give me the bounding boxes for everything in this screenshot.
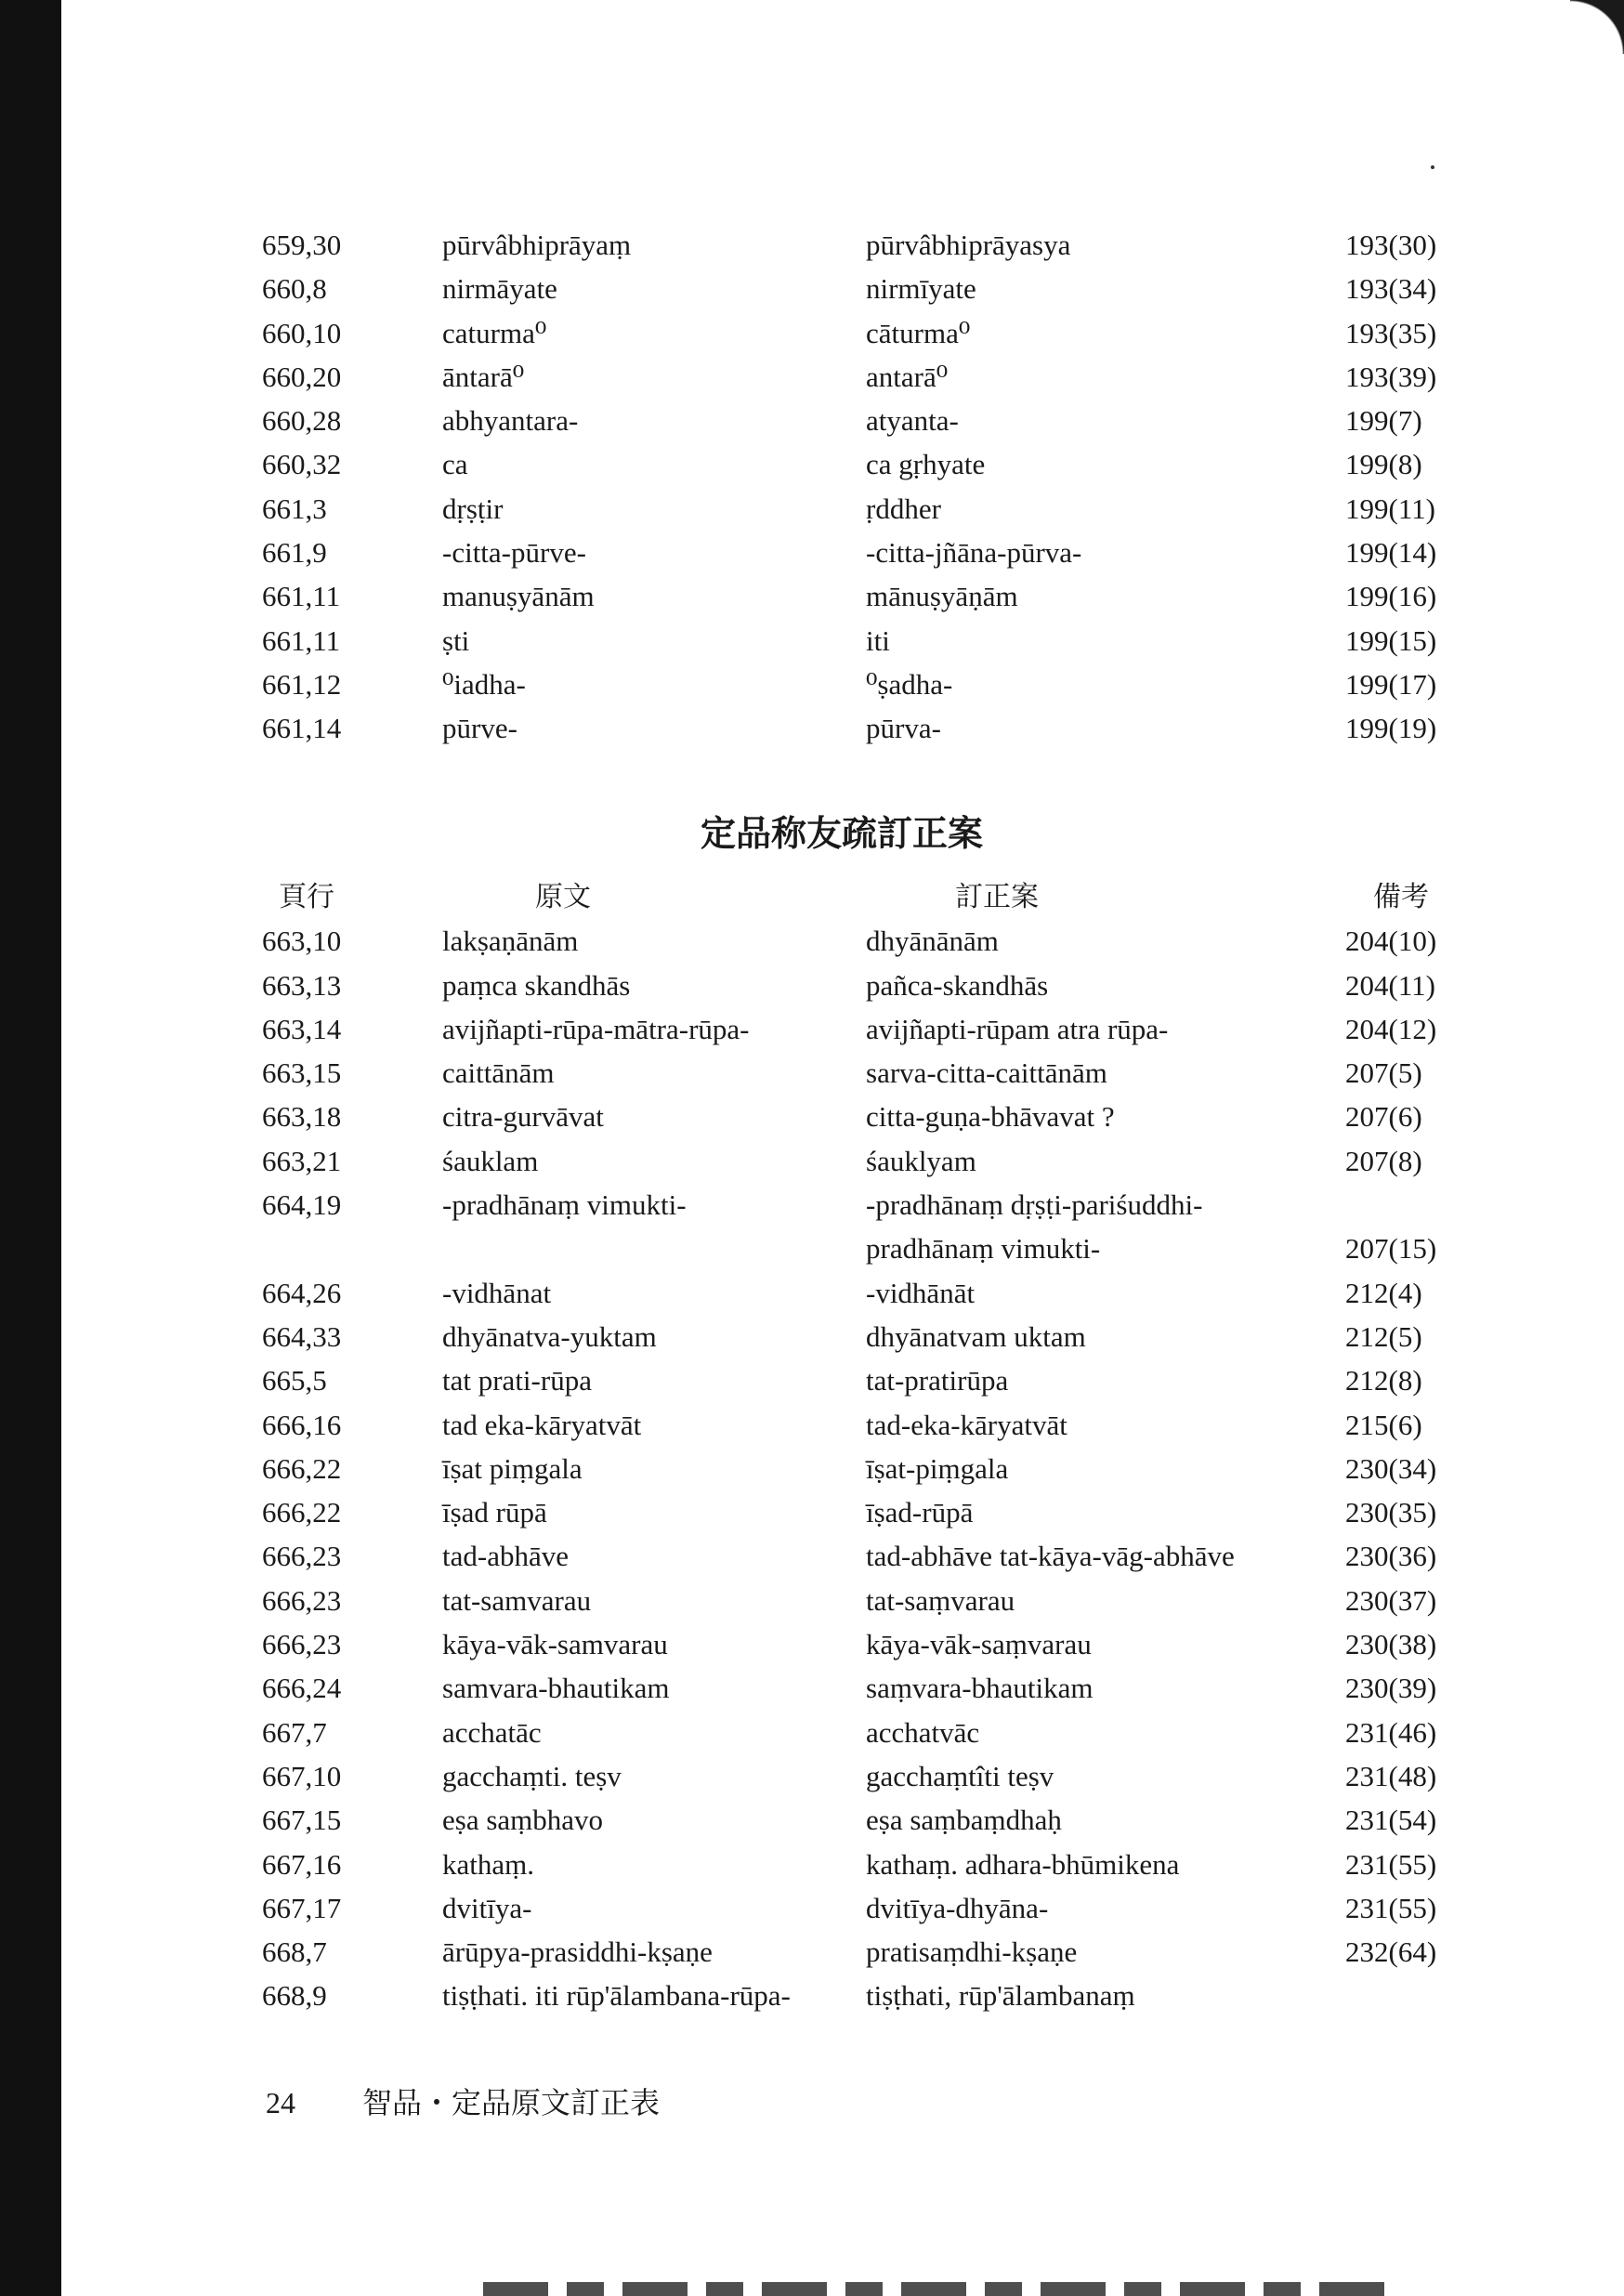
original-text: -vidhānat (442, 1276, 552, 1309)
corrected-text: tat-pratirūpa (866, 1364, 1009, 1397)
table-row (0, 1358, 1624, 1402)
original-text: āntarā⁰ (442, 360, 525, 393)
note-ref: 204(10) (1345, 925, 1437, 958)
original-text: tiṣṭhati. iti rūp'ālambana-rūpa- (442, 1979, 791, 2013)
table-row (0, 1886, 1624, 1930)
table-row (0, 574, 1624, 618)
line-ref: 660,28 (262, 404, 342, 438)
note-ref: 230(34) (1345, 1451, 1437, 1485)
note-ref: 199(8) (1345, 448, 1422, 481)
corrected-text: kāya-vāk-saṃvarau (866, 1628, 1092, 1661)
table-row (0, 706, 1624, 750)
table-row (0, 1490, 1624, 1534)
table-row (0, 1051, 1624, 1095)
note-ref: 207(5) (1345, 1056, 1422, 1090)
note-ref: 215(6) (1345, 1408, 1422, 1441)
line-ref: 660,8 (262, 272, 327, 306)
original-text: tat-samvarau (442, 1583, 592, 1617)
original-text: -pradhānaṃ vimukti- (442, 1188, 687, 1222)
table-row (0, 1271, 1624, 1315)
line-ref: 663,13 (262, 968, 342, 1002)
correction-table (0, 875, 1624, 2018)
note-ref: 199(19) (1345, 712, 1437, 745)
table-row (0, 1711, 1624, 1754)
header-original: 原文 (535, 881, 591, 913)
line-ref: 664,19 (262, 1188, 342, 1222)
corrected-text: dhyānānām (866, 925, 999, 958)
corrected-text: avijñapti-rūpam atra rūpa- (866, 1012, 1169, 1045)
table-row (0, 1843, 1624, 1886)
original-text: kāya-vāk-samvarau (442, 1628, 668, 1661)
table-row (0, 1095, 1624, 1138)
corrected-text: gacchaṃtîti teṣv (866, 1759, 1054, 1792)
original-text: śauklam (442, 1144, 539, 1177)
corrected-text: pañca-skandhās (866, 968, 1049, 1002)
line-ref: 666,23 (262, 1583, 342, 1617)
table-row (0, 442, 1624, 486)
corrected-text: citta-guṇa-bhāvavat ? (866, 1100, 1115, 1134)
table-row (0, 1007, 1624, 1051)
table-row (0, 1403, 1624, 1447)
table-header (0, 875, 1624, 919)
line-ref: 667,17 (262, 1891, 342, 1924)
original-text: gacchaṃti. teṣv (442, 1759, 622, 1792)
note-ref: 232(64) (1345, 1935, 1437, 1969)
original-text: abhyantara- (442, 404, 579, 438)
original-text: nirmāyate (442, 272, 557, 306)
note-ref: 207(8) (1345, 1144, 1422, 1177)
original-text: -citta-pūrve- (442, 536, 586, 570)
original-text: acchatāc (442, 1715, 542, 1749)
header-line: 頁行 (279, 881, 334, 913)
note-ref: 212(5) (1345, 1319, 1422, 1353)
table-row (0, 619, 1624, 663)
original-text: paṃca skandhās (442, 968, 631, 1002)
original-text: īṣat piṃgala (442, 1451, 583, 1485)
line-ref: 668,9 (262, 1979, 327, 2013)
line-ref: 661,11 (262, 623, 341, 657)
corrected-text: ca gṛhyate (866, 448, 986, 481)
original-text: tad-abhāve (442, 1540, 569, 1573)
corrected-text: eṣa saṃbaṃdhaḥ (866, 1804, 1062, 1837)
table-row (0, 267, 1624, 310)
page-footer (266, 2080, 660, 2126)
note-ref: 199(15) (1345, 623, 1437, 657)
original-text: tat prati-rūpa (442, 1364, 592, 1397)
corrected-text: cāturma⁰ (866, 316, 971, 349)
note-ref: 212(4) (1345, 1276, 1422, 1309)
footer-title: 智品・定品原文訂正表 (362, 2085, 661, 2120)
original-text: ṣti (442, 623, 470, 657)
note-ref: 231(55) (1345, 1891, 1437, 1924)
original-text: caturma⁰ (442, 316, 547, 349)
corrected-text: -citta-jñāna-pūrva- (866, 536, 1082, 570)
original-text: pūrvâbhiprāyaṃ (442, 229, 632, 261)
table-row (0, 1534, 1624, 1578)
line-ref: 661,12 (262, 667, 342, 701)
line-ref: 668,7 (262, 1935, 327, 1969)
note-ref: 230(39) (1345, 1672, 1437, 1705)
corrected-text: mānuṣyāṇām (866, 580, 1018, 613)
table-row (0, 1579, 1624, 1622)
original-text: pūrve- (442, 712, 517, 745)
table-row (0, 355, 1624, 399)
note-ref: 231(48) (1345, 1759, 1437, 1792)
table-row (0, 1622, 1624, 1666)
original-text: īṣad rūpā (442, 1496, 547, 1529)
corrected-text: acchatvāc (866, 1715, 980, 1749)
corrected-text: īṣat-piṃgala (866, 1451, 1009, 1485)
corrected-text: pūrvâbhiprāyasya (866, 229, 1071, 261)
line-ref: 664,33 (262, 1319, 342, 1353)
original-text: ca (442, 448, 468, 481)
table-row (0, 1974, 1624, 2017)
original-text: dṛṣṭir (442, 492, 504, 525)
note-ref: 230(37) (1345, 1583, 1437, 1617)
line-ref: 666,23 (262, 1540, 342, 1573)
note-ref: 204(11) (1345, 968, 1435, 1002)
table-row (0, 311, 1624, 355)
original-text: ārūpya-prasiddhi-kṣaṇe (442, 1935, 713, 1969)
correction-table-continued (0, 223, 1624, 751)
corrected-text: antarā⁰ (866, 360, 949, 393)
note-ref: 193(35) (1345, 316, 1437, 349)
corrected-text: -vidhānāt (866, 1276, 976, 1309)
note-ref: 199(17) (1345, 667, 1437, 701)
section-title: 定品称友疏訂正案 (700, 813, 983, 854)
corrected-text: dvitīya-dhyāna- (866, 1891, 1049, 1924)
original-text: kathaṃ. (442, 1847, 534, 1881)
corrected-text: tad-abhāve tat-kāya-vāg-abhāve (866, 1540, 1235, 1573)
dust-speck (1431, 165, 1434, 169)
line-ref: 661,14 (262, 712, 342, 745)
note-ref: 199(14) (1345, 536, 1437, 570)
table-row (0, 1447, 1624, 1490)
line-ref: 663,21 (262, 1144, 342, 1177)
table-row (0, 663, 1624, 706)
header-note: 備考 (1373, 881, 1429, 913)
note-ref: 230(38) (1345, 1628, 1437, 1661)
line-ref: 667,10 (262, 1759, 342, 1792)
line-ref: 665,5 (262, 1364, 327, 1397)
line-ref: 666,23 (262, 1628, 342, 1661)
original-text: manuṣyānām (442, 580, 595, 613)
line-ref: 661,9 (262, 536, 327, 570)
note-ref: 199(7) (1345, 404, 1422, 438)
corrected-text: iti (866, 623, 890, 657)
corrected-text: tiṣṭhati, rūp'ālambanaṃ (866, 1979, 1135, 2013)
corrected-text: atyanta- (866, 404, 959, 438)
original-text: avijñapti-rūpa-mātra-rūpa- (442, 1012, 750, 1045)
note-ref: 231(46) (1345, 1715, 1437, 1749)
note-ref: 207(15) (1345, 1232, 1437, 1266)
line-ref: 663,10 (262, 925, 342, 958)
table-row (0, 1227, 1624, 1270)
line-ref: 667,16 (262, 1847, 342, 1881)
note-ref: 193(39) (1345, 360, 1437, 393)
table-row (0, 1183, 1624, 1227)
corrected-text: ⁰ṣadha- (866, 667, 953, 701)
corrected-text: pūrva- (866, 712, 941, 745)
corrected-text: saṃvara-bhautikam (866, 1672, 1094, 1705)
table-row (0, 1315, 1624, 1358)
line-ref: 660,10 (262, 316, 342, 349)
table-row (0, 531, 1624, 574)
original-text: tad eka-kāryatvāt (442, 1408, 642, 1441)
note-ref: 199(16) (1345, 580, 1437, 613)
line-ref: 661,3 (262, 492, 327, 525)
corrected-text: kathaṃ. adhara-bhūmikena (866, 1847, 1180, 1881)
note-ref: 212(8) (1345, 1364, 1422, 1397)
original-text: dvitīya- (442, 1891, 532, 1924)
corrected-text: īṣad-rūpā (866, 1496, 974, 1529)
corrected-text: -pradhānaṃ dṛṣṭi-pariśuddhi- (866, 1188, 1203, 1222)
table-row (0, 1754, 1624, 1798)
original-text: lakṣaṇānām (442, 925, 579, 958)
table-row (0, 1666, 1624, 1710)
line-ref: 661,11 (262, 580, 341, 613)
line-ref: 663,14 (262, 1012, 342, 1045)
line-ref: 667,7 (262, 1715, 327, 1749)
note-ref: 230(35) (1345, 1496, 1437, 1529)
table-row (0, 1930, 1624, 1974)
corrected-text: tad-eka-kāryatvāt (866, 1408, 1067, 1441)
header-correction: 訂正案 (955, 881, 1039, 913)
table-row (0, 1139, 1624, 1183)
note-ref: 204(12) (1345, 1012, 1437, 1045)
table-row (0, 919, 1624, 963)
table-row (0, 399, 1624, 442)
corrected-text: pradhānaṃ vimukti- (866, 1232, 1101, 1266)
page-number: 24 (266, 2086, 295, 2119)
note-ref: 193(30) (1345, 229, 1437, 261)
original-text: dhyānatva-yuktam (442, 1319, 657, 1353)
note-ref: 199(11) (1345, 492, 1435, 525)
corrected-text: sarva-citta-caittānām (866, 1056, 1107, 1090)
original-text: ⁰iadha- (442, 667, 526, 701)
line-ref: 667,15 (262, 1804, 342, 1837)
table-body (0, 919, 1624, 2017)
note-ref: 231(54) (1345, 1804, 1437, 1837)
line-ref: 663,15 (262, 1056, 342, 1090)
corrected-text: dhyānatvam uktam (866, 1319, 1086, 1353)
table-row (0, 223, 1624, 267)
corrected-text: śauklyam (866, 1144, 976, 1177)
line-ref: 666,22 (262, 1451, 342, 1485)
line-ref: 663,18 (262, 1100, 342, 1134)
table-row (0, 1798, 1624, 1842)
line-ref: 660,32 (262, 448, 342, 481)
original-text: citra-gurvāvat (442, 1100, 604, 1134)
scan-shadow-corner (1570, 0, 1624, 54)
corrected-text: nirmīyate (866, 272, 976, 306)
table-row (0, 964, 1624, 1007)
corrected-text: pratisaṃdhi-kṣaṇe (866, 1935, 1078, 1969)
note-ref: 230(36) (1345, 1540, 1437, 1573)
line-ref: 666,16 (262, 1408, 342, 1441)
original-text: caittānām (442, 1056, 555, 1090)
corrected-text: tat-saṃvarau (866, 1583, 1015, 1617)
line-ref: 664,26 (262, 1276, 342, 1309)
note-ref: 231(55) (1345, 1847, 1437, 1881)
line-ref: 666,22 (262, 1496, 342, 1529)
line-ref: 660,20 (262, 360, 342, 393)
note-ref: 193(34) (1345, 272, 1437, 306)
original-text: eṣa saṃbhavo (442, 1804, 604, 1837)
line-ref: 659,30 (262, 229, 342, 261)
line-ref: 666,24 (262, 1672, 342, 1705)
corrected-text: ṛddher (866, 492, 941, 525)
original-text: samvara-bhautikam (442, 1672, 670, 1705)
bleed-through-marks (483, 2282, 1394, 2296)
note-ref: 207(6) (1345, 1100, 1422, 1134)
table-row (0, 487, 1624, 531)
